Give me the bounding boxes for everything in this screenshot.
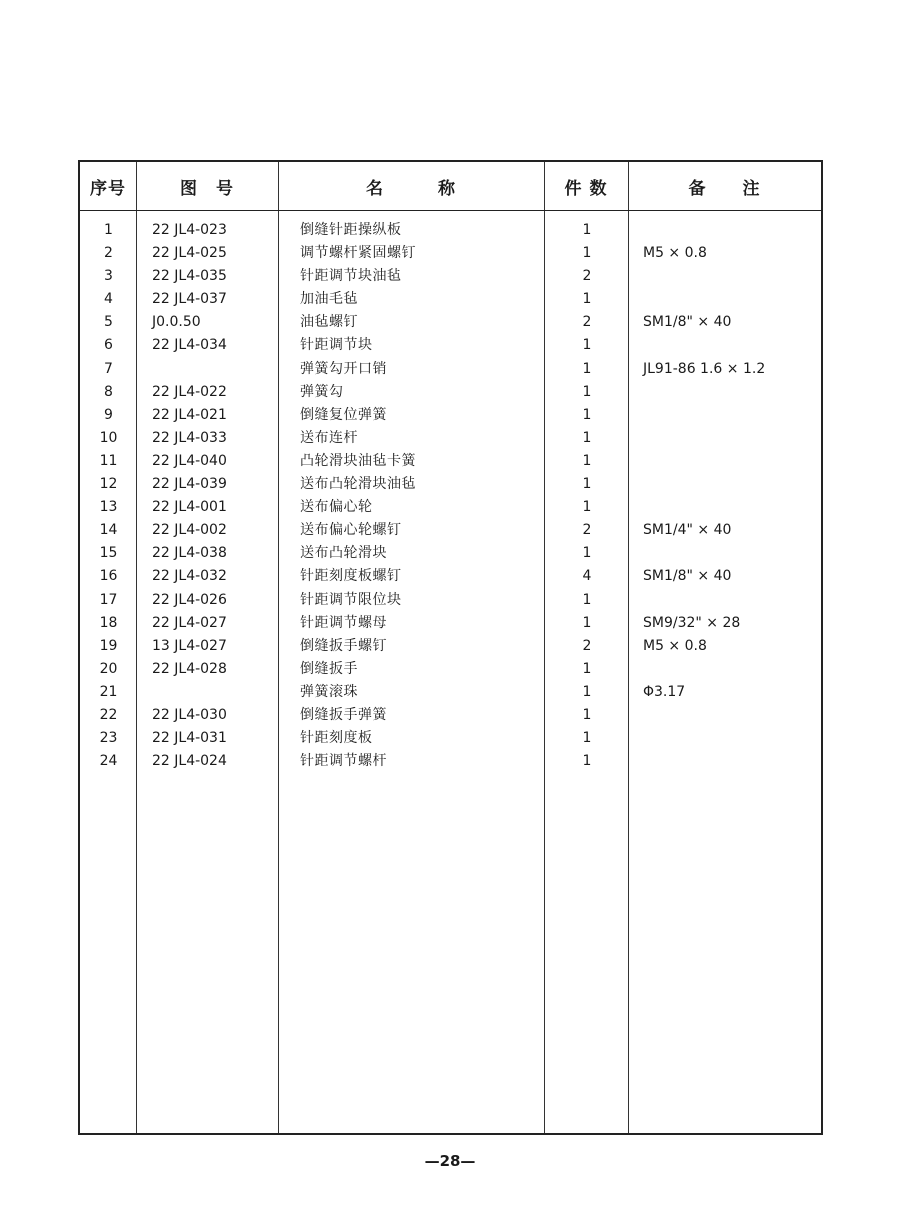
table-row: [80, 542, 821, 565]
table-row: [80, 589, 821, 612]
cell-qty: 1: [582, 429, 592, 446]
cell-no: 14: [99, 522, 118, 539]
cell-name: 针距调节限位块: [300, 591, 402, 608]
cell-no: 2: [104, 245, 113, 262]
cell-drawing: 22 JL4-021: [152, 406, 227, 423]
cell-no: 3: [104, 268, 113, 285]
cell-name: 送布偏心轮螺钉: [300, 522, 402, 539]
cell-qty: 1: [582, 660, 592, 677]
table-row: [80, 311, 821, 334]
cell-qty: 1: [582, 452, 592, 469]
cell-no: 20: [99, 660, 118, 677]
table-row: [80, 565, 821, 588]
cell-note: Φ3.17: [643, 683, 686, 700]
cell-qty: 1: [582, 545, 592, 562]
cell-name: 针距调节块油毡: [300, 268, 402, 285]
cell-qty: 1: [582, 476, 592, 493]
parts-table: [78, 160, 823, 1135]
cell-no: 8: [104, 383, 113, 400]
cell-drawing: 22 JL4-026: [152, 591, 227, 608]
table-row: [80, 727, 821, 750]
cell-drawing: 22 JL4-033: [152, 429, 227, 446]
cell-no: 21: [99, 683, 118, 700]
cell-name: 弹簧滚珠: [300, 683, 358, 700]
table-row: [80, 496, 821, 519]
cell-name: 倒缝复位弹簧: [300, 406, 387, 423]
cell-name: 弹簧勾: [300, 383, 344, 400]
cell-name: 针距刻度板螺钉: [300, 568, 402, 585]
table-row: [80, 658, 821, 681]
cell-qty: 1: [582, 706, 592, 723]
table-row: [80, 681, 821, 704]
cell-qty: 2: [582, 637, 592, 654]
cell-drawing: 22 JL4-037: [152, 291, 227, 308]
cell-qty: 1: [582, 337, 592, 354]
cell-qty: 1: [582, 730, 592, 747]
cell-name: 倒缝针距操纵板: [300, 222, 402, 238]
cell-qty: 2: [582, 522, 592, 539]
cell-name: 针距刻度板: [300, 730, 373, 747]
cell-no: 5: [104, 314, 113, 331]
cell-name: 倒缝扳手螺钉: [300, 637, 387, 654]
cell-qty: 1: [582, 614, 592, 631]
table-row: [80, 288, 821, 311]
table-row: [80, 635, 821, 658]
table-row: [80, 519, 821, 542]
cell-name: 油毡螺钉: [300, 314, 358, 331]
table-row: [80, 450, 821, 473]
cell-note: SM1/8" × 40: [643, 314, 732, 331]
cell-name: 送布凸轮滑块: [300, 545, 387, 562]
cell-qty: 1: [582, 499, 592, 516]
cell-qty: 1: [582, 591, 592, 608]
table-row: [80, 473, 821, 496]
table-row: [80, 612, 821, 635]
cell-name: 调节螺杆紧固螺钉: [300, 245, 416, 262]
cell-drawing: 22 JL4-038: [152, 545, 227, 562]
header-qty: 件 数: [564, 178, 608, 199]
cell-drawing: 22 JL4-031: [152, 730, 227, 747]
cell-drawing: 22 JL4-032: [152, 568, 227, 585]
cell-drawing: 22 JL4-024: [152, 753, 227, 770]
cell-qty: 1: [582, 245, 592, 262]
table-row: [80, 704, 821, 727]
cell-name: 弹簧勾开口销: [300, 360, 387, 377]
cell-qty: 1: [582, 291, 592, 308]
cell-qty: 4: [582, 568, 592, 585]
cell-note: SM9/32" × 28: [643, 614, 741, 631]
cell-note: SM1/4" × 40: [643, 522, 732, 539]
cell-no: 9: [104, 406, 113, 423]
cell-no: 1: [104, 222, 113, 238]
cell-no: 7: [104, 360, 113, 377]
header-name: 名 称: [366, 178, 456, 199]
cell-qty: 2: [582, 314, 592, 331]
table-body: [80, 219, 821, 773]
cell-drawing: 22 JL4-030: [152, 706, 227, 723]
header-note: 备 注: [688, 178, 761, 199]
cell-name: 送布连杆: [300, 429, 358, 446]
page-number: —28—: [424, 1152, 476, 1170]
cell-note: SM1/8" × 40: [643, 568, 732, 585]
cell-no: 4: [104, 291, 113, 308]
cell-name: 送布偏心轮: [300, 499, 373, 516]
cell-no: 12: [99, 476, 118, 493]
cell-qty: 1: [582, 222, 592, 238]
cell-drawing: 22 JL4-039: [152, 476, 227, 493]
table-row: [80, 334, 821, 357]
table-row: [80, 404, 821, 427]
cell-drawing: 22 JL4-022: [152, 383, 227, 400]
header-drawing: 图 号: [180, 178, 234, 199]
cell-drawing: 22 JL4-034: [152, 337, 227, 354]
cell-qty: 1: [582, 683, 592, 700]
cell-drawing: 22 JL4-023: [152, 222, 227, 238]
cell-note: M5 × 0.8: [643, 245, 707, 262]
cell-no: 11: [99, 452, 118, 469]
cell-drawing: 22 JL4-027: [152, 614, 227, 631]
cell-drawing: 22 JL4-040: [152, 452, 227, 469]
header-divider: [80, 210, 821, 211]
cell-qty: 1: [582, 360, 592, 377]
cell-no: 13: [99, 499, 118, 516]
cell-qty: 1: [582, 406, 592, 423]
header-no: 序号: [90, 178, 126, 199]
table-row: [80, 242, 821, 265]
cell-qty: 1: [582, 383, 592, 400]
cell-drawing: 13 JL4-027: [152, 637, 227, 654]
cell-name: 倒缝扳手: [300, 660, 358, 677]
cell-name: 倒缝扳手弹簧: [300, 706, 387, 723]
cell-no: 24: [99, 753, 118, 770]
cell-note: JL91-86 1.6 × 1.2: [643, 360, 766, 377]
cell-no: 17: [99, 591, 118, 608]
cell-qty: 1: [582, 753, 592, 770]
cell-drawing: J0.0.50: [152, 314, 201, 331]
cell-name: 送布凸轮滑块油毡: [300, 476, 416, 493]
cell-name: 加油毛毡: [300, 291, 358, 308]
table-row: [80, 427, 821, 450]
cell-no: 22: [99, 706, 118, 723]
cell-note: M5 × 0.8: [643, 637, 707, 654]
cell-drawing: 22 JL4-028: [152, 660, 227, 677]
cell-no: 10: [99, 429, 118, 446]
cell-qty: 2: [582, 268, 592, 285]
cell-no: 6: [104, 337, 113, 354]
cell-drawing: 22 JL4-001: [152, 499, 227, 516]
cell-name: 针距调节螺杆: [300, 753, 387, 770]
cell-no: 23: [99, 730, 118, 747]
cell-name: 凸轮滑块油毡卡簧: [300, 452, 416, 469]
table-row: [80, 750, 821, 773]
cell-no: 16: [99, 568, 118, 585]
table-row: [80, 358, 821, 381]
cell-drawing: 22 JL4-025: [152, 245, 227, 262]
table-row: [80, 381, 821, 404]
cell-no: 19: [99, 637, 118, 654]
cell-no: 18: [99, 614, 118, 631]
table-row: [80, 219, 821, 242]
cell-no: 15: [99, 545, 118, 562]
table-row: [80, 265, 821, 288]
cell-drawing: 22 JL4-035: [152, 268, 227, 285]
cell-name: 针距调节块: [300, 337, 373, 354]
cell-name: 针距调节螺母: [300, 614, 387, 631]
cell-drawing: 22 JL4-002: [152, 522, 227, 539]
